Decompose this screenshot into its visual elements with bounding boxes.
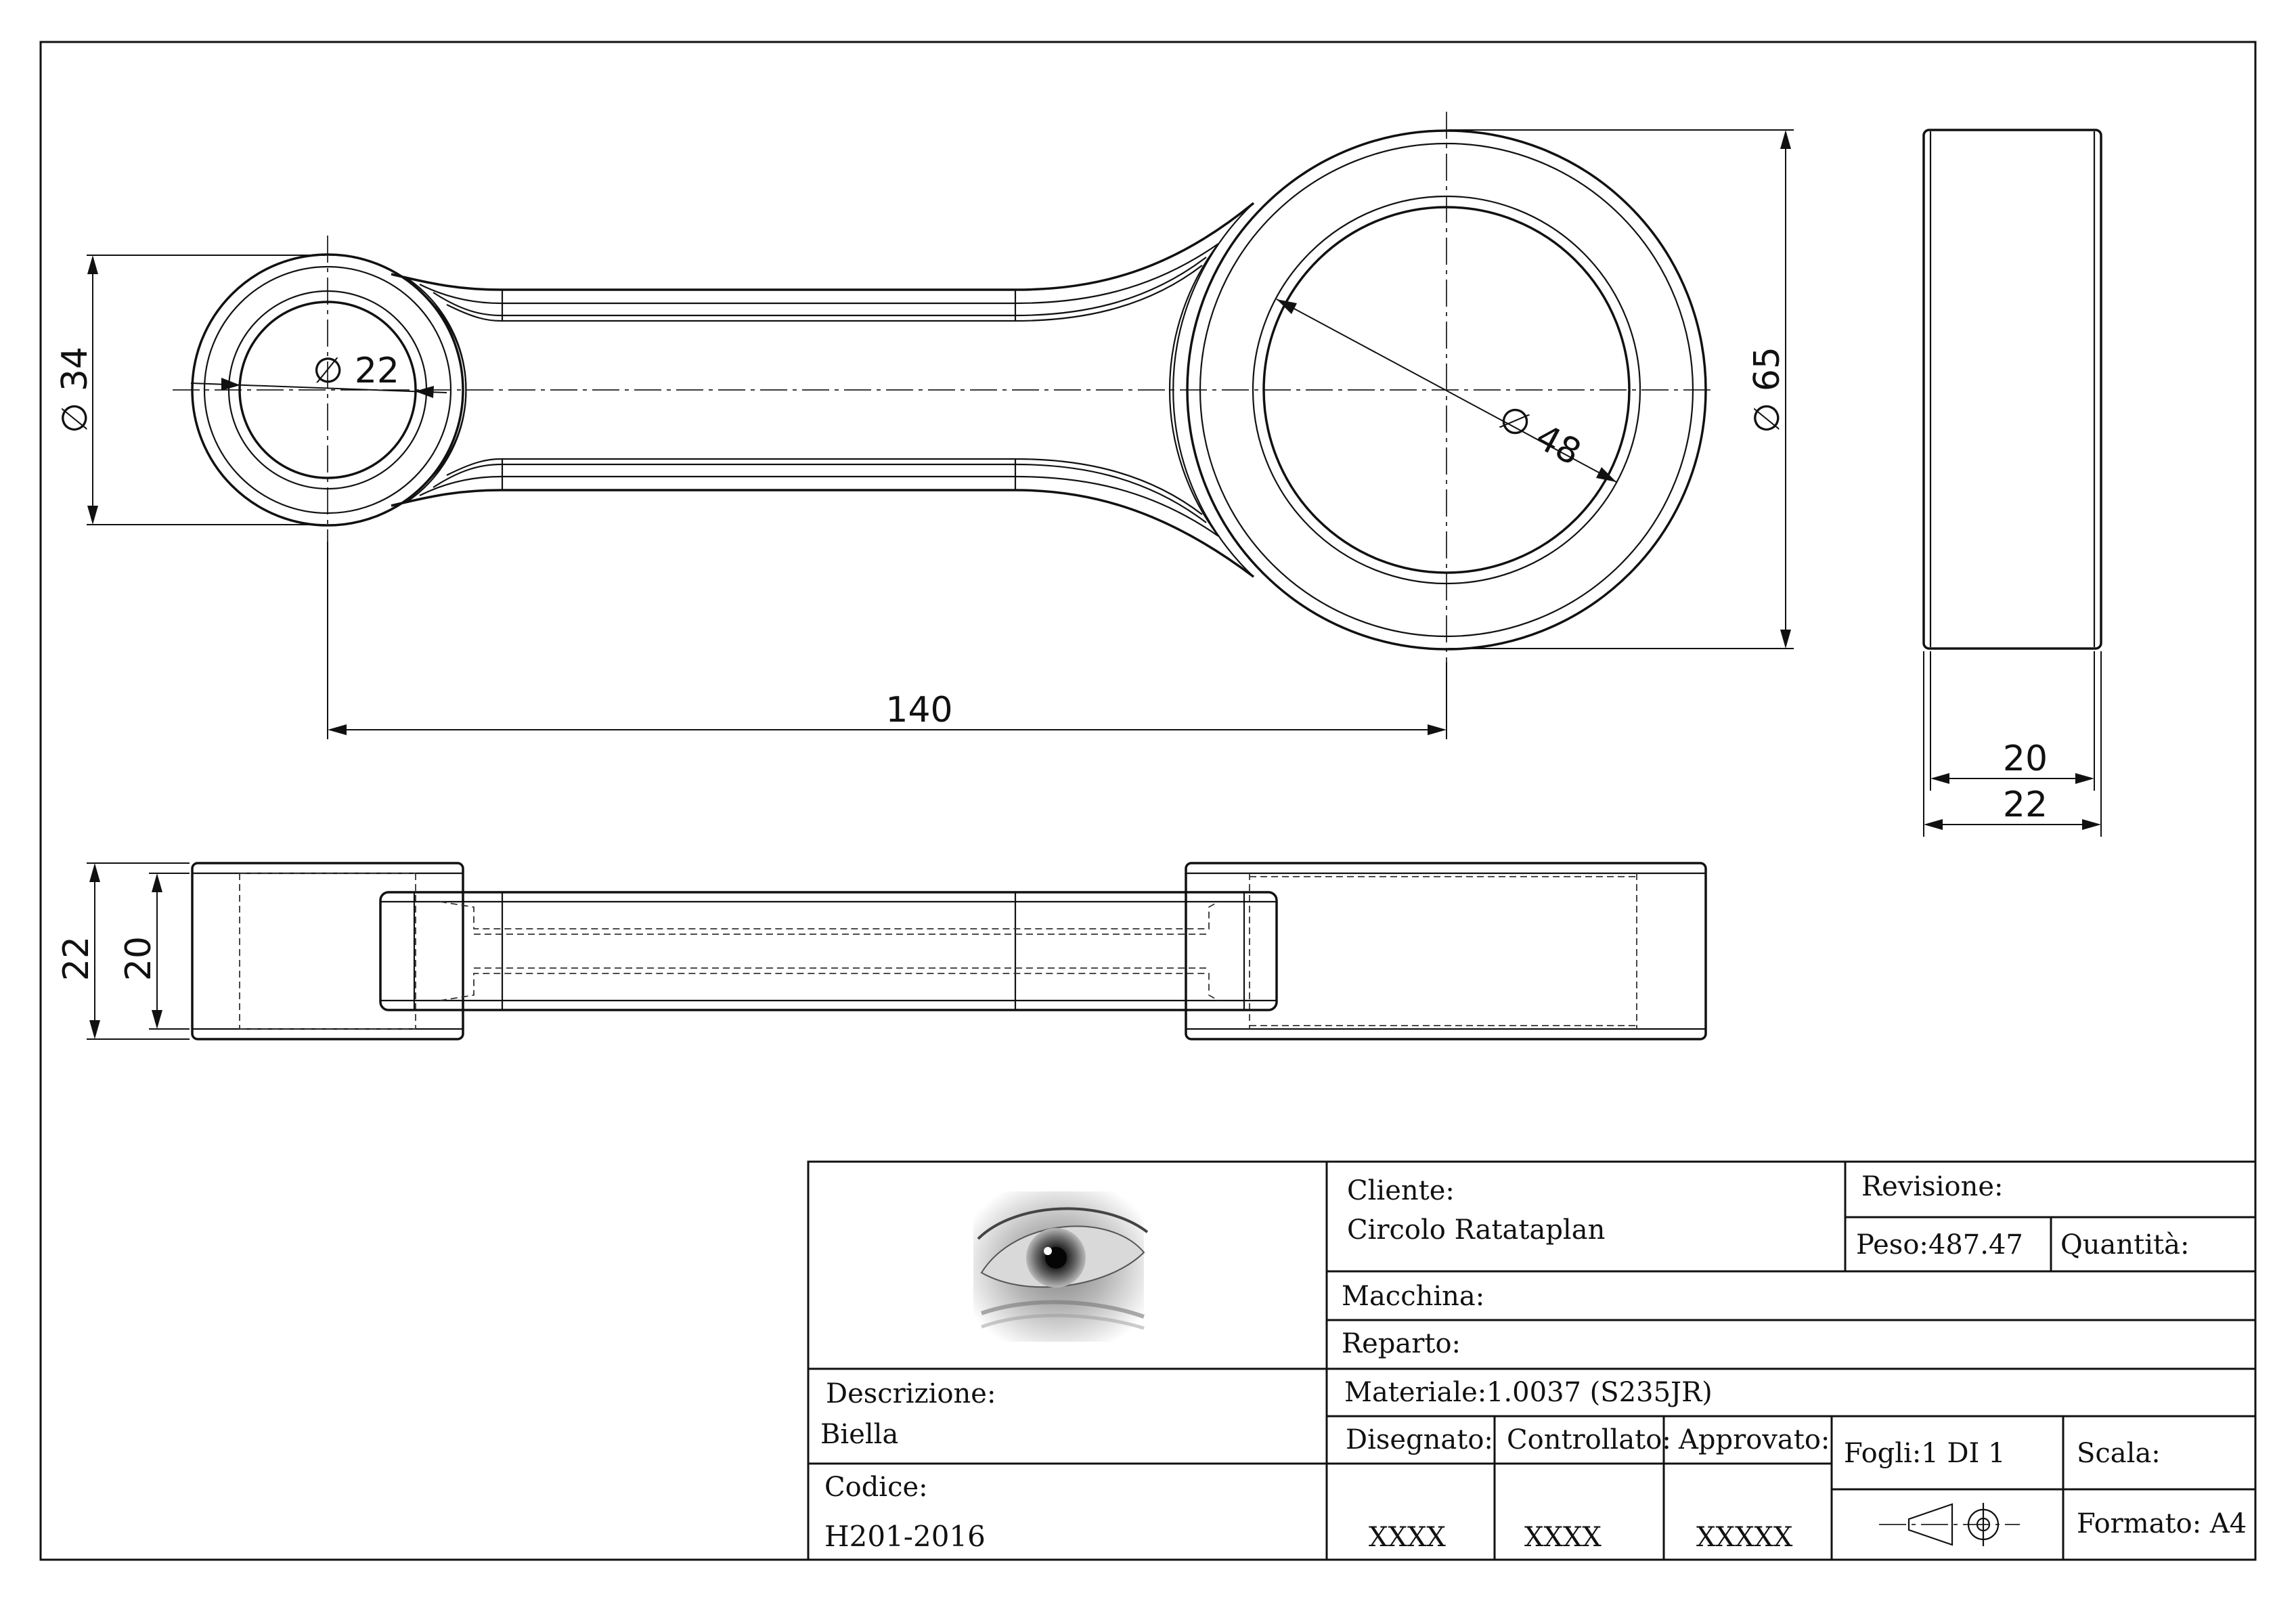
- peso-value: Peso:487.47: [1856, 1229, 2023, 1260]
- fogli-value: Fogli:1 DI 1: [1844, 1438, 2006, 1469]
- materiale-label: Materiale:: [1344, 1377, 1487, 1408]
- controllato-value: XXXX: [1524, 1522, 1602, 1553]
- top-view: [173, 112, 1711, 662]
- descrizione-value: Biella: [820, 1419, 899, 1450]
- codice-value: H201-2016: [824, 1520, 986, 1553]
- shank-outline-bottom: [391, 490, 1254, 577]
- approvato-value: XXXXX: [1696, 1522, 1793, 1553]
- dimension-front-height: [56, 863, 190, 1039]
- reparto-label: Reparto:: [1342, 1328, 1461, 1359]
- svg-text:∅ 34: ∅ 34: [55, 347, 95, 433]
- formato-value: Formato: A4: [2077, 1508, 2247, 1539]
- dim-front-inner-value: 20: [118, 936, 159, 982]
- cliente-label: Cliente:: [1347, 1175, 1455, 1206]
- disegnato-label: Disegnato:: [1346, 1424, 1493, 1455]
- dim-big-end-outer-value: 65: [1747, 347, 1788, 392]
- codice-label: Codice:: [824, 1472, 928, 1503]
- svg-text:∅ 65: ∅ 65: [1747, 347, 1788, 433]
- dimension-big-end-outer: [1449, 130, 1794, 649]
- descrizione-label: Descrizione:: [826, 1378, 996, 1409]
- side-view: [1924, 130, 2101, 649]
- eye-photo-icon: [973, 1191, 1147, 1342]
- shank-outline-top: [391, 203, 1254, 290]
- macchina-label: Macchina:: [1342, 1281, 1485, 1312]
- quantita-label: Quantità:: [2060, 1229, 2190, 1260]
- revisione-label: Revisione:: [1861, 1171, 2004, 1202]
- dim-side-inner-value: 20: [2002, 739, 2048, 779]
- dim-big-end-bore-value: 48: [1528, 416, 1588, 474]
- materiale-value: 1.0037 (S235JR): [1486, 1377, 1713, 1408]
- dim-small-end-outer-value: 34: [55, 347, 95, 392]
- scala-label: Scala:: [2077, 1438, 2161, 1469]
- svg-text:∅ 48: ∅ 48: [1491, 397, 1588, 474]
- dim-center-distance-value: 140: [885, 690, 953, 730]
- dim-side-outer-value: 22: [2002, 785, 2048, 825]
- cliente-value: Circolo Ratataplan: [1347, 1214, 1606, 1246]
- dimension-side-width: [1924, 651, 2101, 837]
- disegnato-value: XXXX: [1369, 1522, 1446, 1553]
- dim-small-end-bore-value: 22: [354, 351, 399, 391]
- svg-text:∅ 22: ∅ 22: [313, 351, 399, 391]
- dim-front-outer-value: 22: [56, 936, 97, 982]
- approvato-label: Approvato:: [1679, 1424, 1830, 1455]
- first-angle-projection-icon: [1879, 1503, 2020, 1546]
- front-view: [192, 863, 1706, 1039]
- controllato-label: Controllato:: [1507, 1424, 1671, 1455]
